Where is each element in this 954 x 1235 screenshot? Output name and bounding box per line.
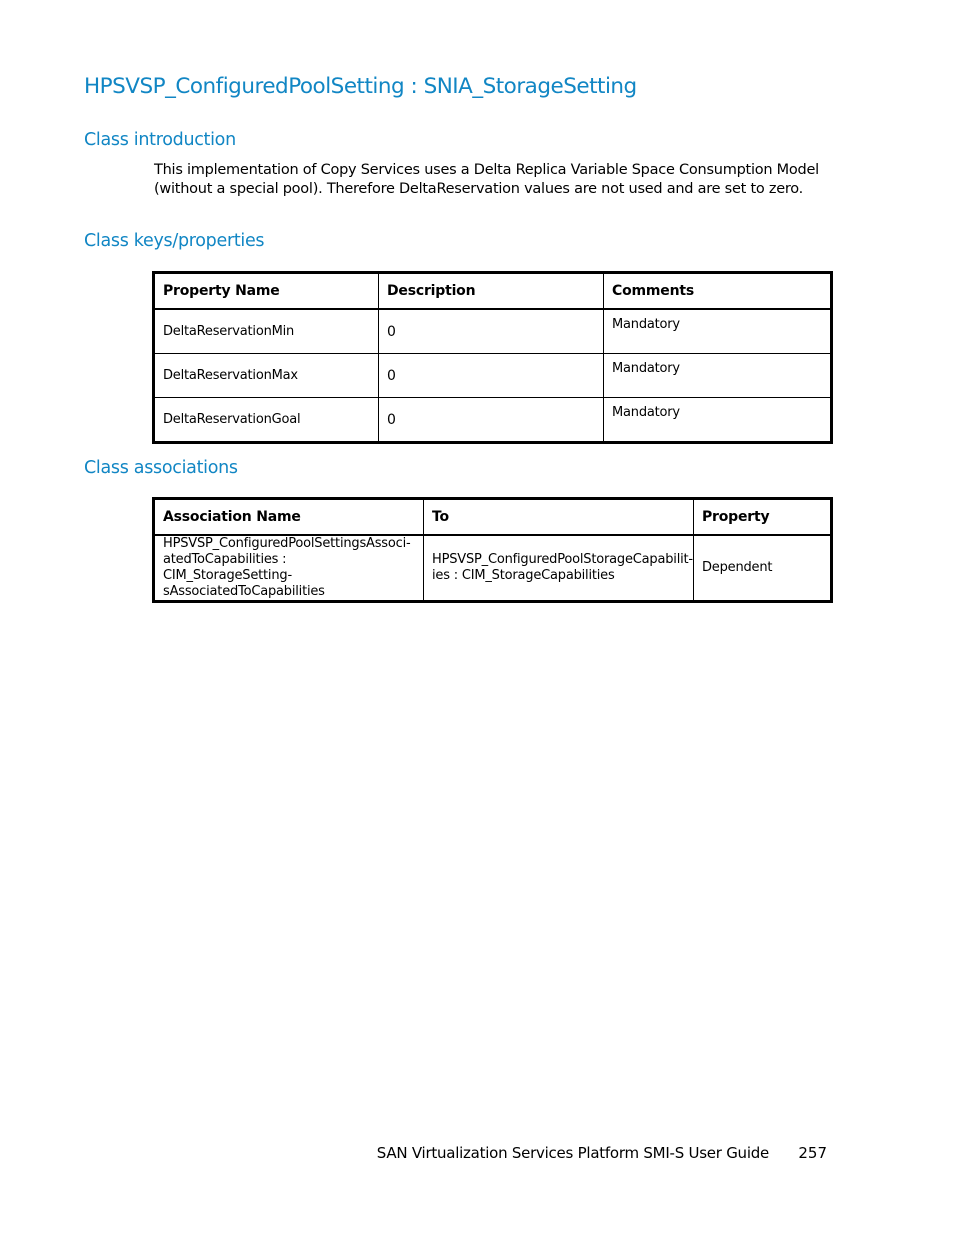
description-cell: 0 <box>379 309 604 354</box>
footer-guide-title: SAN Virtualization Services Platform SMI-S User Guide <box>376 1144 769 1162</box>
association-property-cell: Dependent <box>694 535 832 602</box>
class-properties-heading: Class keys/properties <box>84 231 265 251</box>
footer-page-number: 257 <box>798 1144 827 1162</box>
page-title: HPSVSP_ConfiguredPoolSetting : SNIA_StorageSetting <box>84 74 637 99</box>
comments-cell: Mandatory <box>604 309 832 354</box>
table-header-row <box>154 273 832 310</box>
table-row <box>154 354 832 398</box>
column-header-property-name: Property Name <box>154 273 379 310</box>
table-row <box>154 398 832 443</box>
column-header-comments: Comments <box>604 273 832 310</box>
property-name-cell: DeltaReservationMax <box>154 354 379 398</box>
description-cell: 0 <box>379 354 604 398</box>
class-associations-heading: Class associations <box>84 458 238 478</box>
column-header-description: Description <box>379 273 604 310</box>
column-header-association-name: Association Name <box>154 499 424 536</box>
table-row <box>154 535 832 602</box>
association-name-cell: HPSVSP_ConfiguredPoolSettingsAssoci-atedToCapabilities : CIM_StorageSetting-sAssociatedToCapabilities <box>154 535 424 602</box>
properties-table <box>152 271 833 444</box>
property-name-cell: DeltaReservationMin <box>154 309 379 354</box>
column-header-to: To <box>424 499 694 536</box>
property-name-cell: DeltaReservationGoal <box>154 398 379 443</box>
description-cell: 0 <box>379 398 604 443</box>
table-header-row <box>154 499 832 536</box>
association-to-cell: HPSVSP_ConfiguredPoolStorageCapabilit-ies : CIM_StorageCapabilities <box>424 535 694 602</box>
associations-table <box>152 497 833 603</box>
column-header-property: Property <box>694 499 832 536</box>
comments-cell: Mandatory <box>604 398 832 443</box>
comments-cell: Mandatory <box>604 354 832 398</box>
table-row <box>154 309 832 354</box>
class-introduction-text: This implementation of Copy Services uses a Delta Replica Variable Space Consumption Model (without a special pool). Therefore DeltaReservation values are not used and are set to zero. <box>154 162 819 197</box>
class-introduction-heading: Class introduction <box>84 130 236 150</box>
